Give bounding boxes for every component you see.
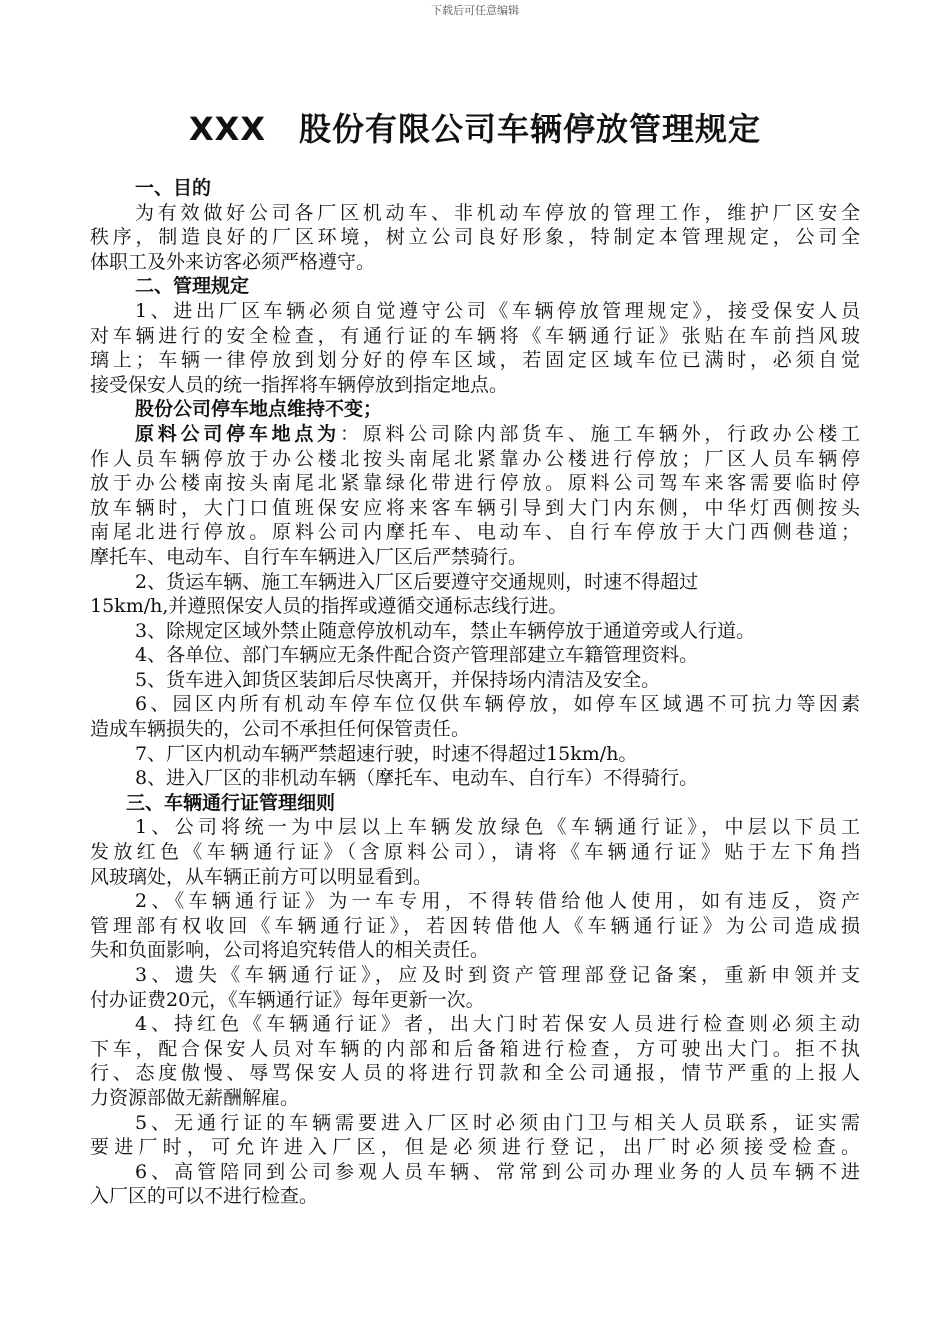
text-line: 作人员车辆停放于办公楼北按头南尾北紧靠办公楼进行停放；厂区人员车辆停 — [90, 447, 860, 470]
text-line: 1、进出厂区车辆必须自觉遵守公司《车辆停放管理规定》，接受保安人员 — [135, 299, 860, 322]
text-line: 2、货运车辆、施工车辆进入厂区后要遵守交通规则，时速不得超过 — [135, 570, 699, 593]
text-line: 管理部有权收回《车辆通行证》，若因转借他人《车辆通行证》为公司造成损 — [90, 914, 860, 937]
text-line: 风玻璃处，从车辆正前方可以明显看到。 — [90, 865, 433, 888]
inline-text: ：原料公司除内部货车、施工车辆外，行政办公楼工 — [339, 422, 860, 445]
text-line: 8、进入厂区的非机动车辆（摩托车、电动车、自行车）不得骑行。 — [135, 767, 699, 790]
text-line: 为有效做好公司各厂区机动车、非机动车停放的管理工作，维护厂区安全 — [135, 201, 860, 224]
text-line — [90, 422, 860, 447]
text-line: 6、高管陪同到公司参观人员车辆、常常到公司办理业务的人员车辆不进 — [135, 1160, 860, 1183]
text-line: 璃上；车辆一律停放到划分好的停车区域，若固定区域车位已满时，必须自觉 — [90, 349, 860, 372]
text-line: 4、各单位、部门车辆应无条件配合资产管理部建立车籍管理资料。 — [135, 644, 699, 667]
text-line: 3、遗失《车辆通行证》，应及时到资产管理部登记备案，重新申领并支 — [135, 964, 860, 986]
document-body — [90, 176, 860, 1209]
text-line: 5、货车进入卸货区装卸后尽快离开，并保持场内清洁及安全。 — [135, 668, 661, 691]
text-line: 秩序，制造良好的厂区环境，树立公司良好形象，特制定本管理规定，公司全 — [90, 226, 860, 249]
text-line: 6、园区内所有机动车停车位仅供车辆停放，如停车区域遇不可抗力等因素 — [135, 693, 860, 716]
text-line: 入厂区的可以不进行检查。 — [90, 1185, 319, 1208]
section-heading: 一、目的 — [135, 177, 212, 199]
text-line: 放于办公楼南按头南尾北紧靠绿化带进行停放。原料公司驾车来客需要临时停 — [90, 472, 860, 495]
text-line: 7、厂区内机动车辆严禁超速行驶，时速不得超过15km/h。 — [135, 742, 638, 765]
text-line: 5、无通行证的车辆需要进入厂区时必须由门卫与相关人员联系，证实需 — [135, 1111, 860, 1134]
section-heading: 股份公司停车地点维持不变； — [135, 398, 383, 421]
text-line: 3、除规定区域外禁止随意停放机动车，禁止车辆停放于通道旁或人行道。 — [135, 619, 756, 642]
text-line: 对车辆进行的安全检查，有通行证的车辆将《车辆通行证》张贴在车前挡风玻 — [90, 324, 860, 347]
header-note: 下载后可任意编辑 — [431, 4, 519, 17]
text-line: 下车，配合保安人员对车辆的内部和后备箱进行检查，方可驶出大门。拒不执 — [90, 1037, 860, 1060]
text-line: 体职工及外来访客必须严格遵守。 — [90, 250, 376, 273]
section-heading: 三、车辆通行证管理细则 — [126, 791, 336, 814]
inline-heading: 原料公司停车地点为 — [135, 422, 340, 445]
text-line: 接受保安人员的统一指挥将车辆停放到指定地点。 — [90, 373, 509, 396]
document-title: XXX 股份有限公司车辆停放管理规定 — [188, 110, 762, 148]
text-line: 1、公司将统一为中层以上车辆发放绿色《车辆通行证》，中层以下员工 — [135, 816, 860, 839]
text-line: 造成车辆损失的，公司不承担任何保管责任。 — [90, 718, 471, 741]
text-line: 行、态度傲慢、辱骂保安人员的将进行罚款和全公司通报，情节严重的上报人 — [90, 1062, 860, 1085]
text-line: 失和负面影响，公司将追究转借人的相关责任。 — [90, 939, 490, 962]
text-line: 摩托车、电动车、自行车车辆进入厂区后严禁骑行。 — [90, 545, 528, 568]
text-line: 4、持红色《车辆通行证》者，出大门时若保安人员进行检查则必须主动 — [135, 1013, 860, 1036]
text-line: 发放红色《车辆通行证》（含原料公司），请将《车辆通行证》贴于左下角挡 — [90, 841, 860, 864]
text-line: 放车辆时，大门口值班保安应将来客车辆引导到大门内东侧，中华灯西侧按头 — [90, 496, 860, 519]
text-line: 付办证费20元，《车辆通行证》每年更新一次。 — [90, 988, 485, 1011]
section-heading: 二、管理规定 — [135, 275, 250, 298]
text-line: 力资源部做无薪酬解雇。 — [90, 1086, 300, 1109]
text-line: 15km/h,并遵照保安人员的指挥或遵循交通标志线行进。 — [90, 595, 568, 618]
text-line: 南尾北进行停放。原料公司内摩托车、电动车、自行车停放于大门西侧巷道； — [90, 521, 860, 544]
text-line: 2、《车辆通行证》为一车专用，不得转借给他人使用，如有违反，资产 — [135, 890, 860, 913]
text-line: 要进厂时，可允许进入厂区，但是必须进行登记，出厂时必须接受检查。 — [90, 1136, 860, 1159]
